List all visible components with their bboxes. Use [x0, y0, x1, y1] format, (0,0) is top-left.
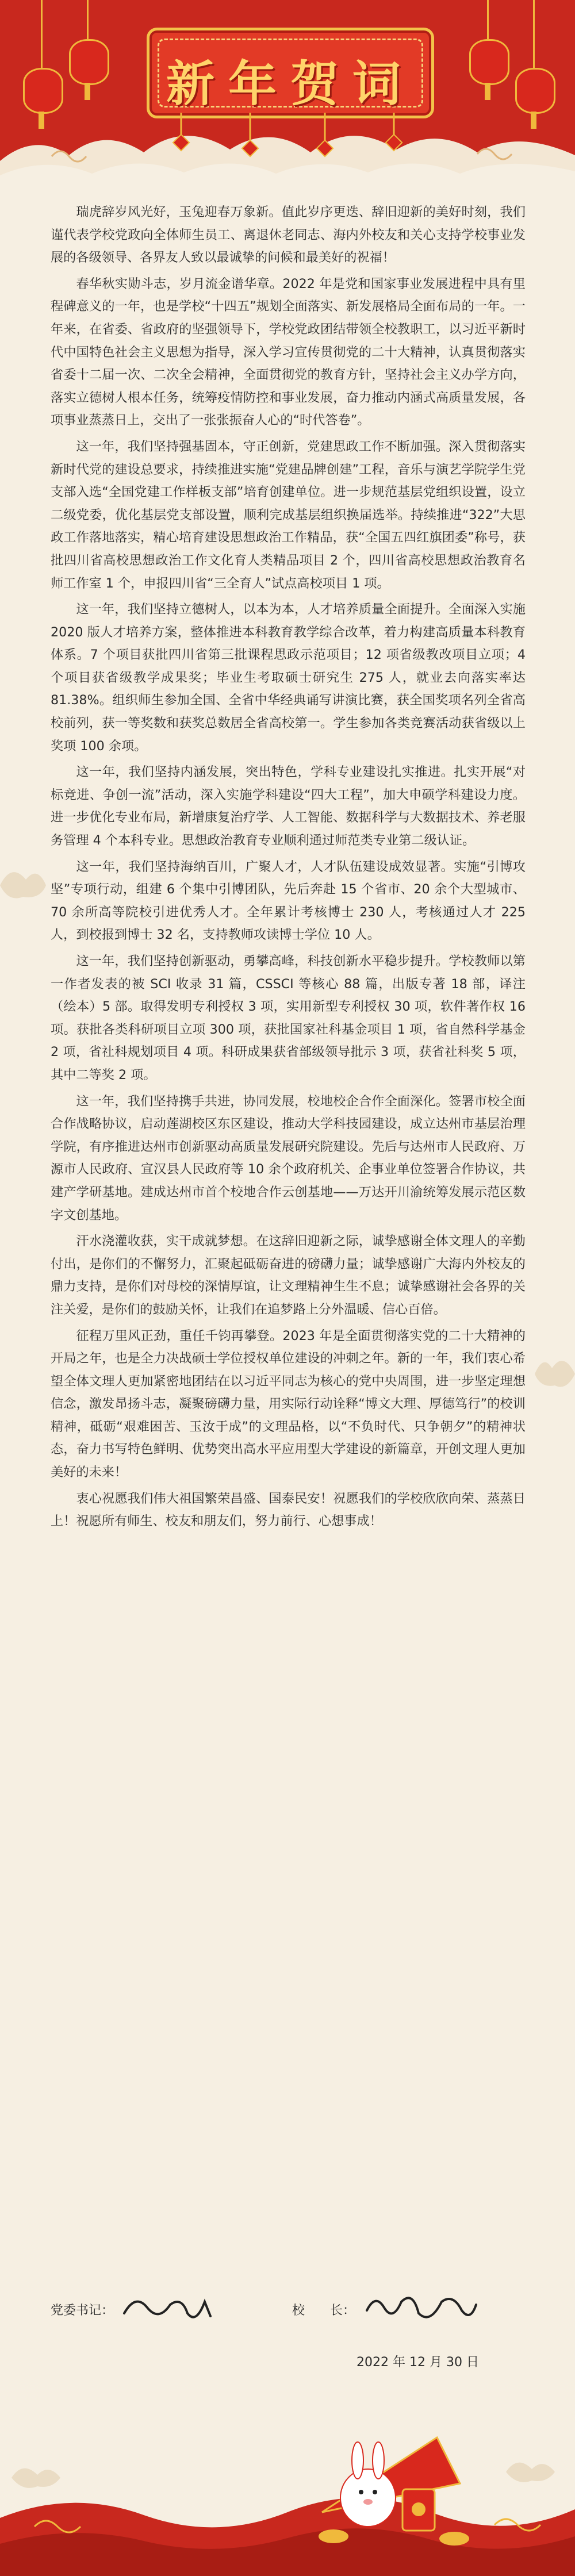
footer-decoration — [0, 2403, 575, 2576]
paragraph: 这一年，我们坚持内涵发展，突出特色，学科专业建设扎实推进。扎实开展“对标竞进、争创一流”活动，深入实施学科建设“四大工程”，加大申硕学科建设力度。进一步优化专业布局，新增康复治疗学、人工智能、数据科学与大数据技术、养老服务管理 4 个本科专业。思想政治教育专业顺利通过师范类专业第二级认证。 — [51, 765, 526, 849]
lantern-icon — [69, 0, 106, 115]
lantern-icon — [515, 0, 552, 149]
paragraph: 春华秋实勋斗志，岁月流金谱华章。2022 年是党和国家事业发展进程中具有里程碑意义的一年，也是学校“十四五”规划全面落实、新发展格局全面布局的一年。一年来，在省委、省政府的坚强领导下，学校党政团结带领全校教职工，以习近平新时代中国特色社会主义思想为指导，深入学习宣传贯彻党的二十大精神，认真贯彻落实省委十二届一次、二次全会精神，全面贯彻党的教育方针，坚持社会主义办学方向，落实立德树人根本任务，统筹疫情防控和事业发展，奋力推动内涵式高质量发展，各项事业蒸蒸日上，交出了一张张振奋人心的“时代答卷”。 — [51, 276, 526, 428]
page-title: 新年贺词 — [166, 55, 415, 112]
paragraph: 衷心祝愿我们伟大祖国繁荣昌盛、国泰民安！祝愿我们的学校欣欣向荣、蒸蒸日上！祝愿所有师生、校友和朋友们，努力前行、心想事成！ — [51, 1491, 526, 1529]
lantern-icon — [23, 0, 60, 149]
cloud-icon — [0, 851, 46, 903]
title-plate — [147, 28, 434, 118]
cloud-icon — [535, 1339, 575, 1391]
letter-date: 2022 年 12 月 30 日 — [356, 2355, 479, 2370]
header-banner — [0, 0, 575, 190]
paragraph: 瑞虎辞岁风光好，玉兔迎春万象新。值此岁序更迭、辞旧迎新的美好时刻，我们谨代表学校党政向全体师生员工、离退休老同志、海内外校友和关心支持学校事业发展的各级领导、各界友人致以最诚挚的问候和最美好的祝福！ — [51, 205, 526, 266]
paragraph: 这一年，我们坚持强基固本，守正创新，党建思政工作不断加强。深入贯彻落实新时代党的建设总要求，持续推进实施“党建品牌创建”工程，音乐与演艺学院学生党支部入选“全国党建工作样板支部”培育创建单位。进一步规范基层党组织设置，设立二级党委，优化基层党支部设置，顺利完成基层组织换届选举。持续推进“322”大思政工作落地落实，精心培育建设思想政治工作精品，获“全国五四红旗团委”称号，获批四川省高校思想政治工作文化育人类精品项目 2 个，四川省高校思想政治教育名师工作室 1 个，申报四川省“三全育人”试点高校项目 1 项。 — [51, 439, 526, 591]
paragraph: 这一年，我们坚持立德树人，以本为本，人才培养质量全面提升。全面深入实施 2020 版人才培养方案，整体推进本科教育教学综合改革，着力构建高质量本科教育体系。7 个项目获批四川省第三批课程思政示范项目；12 项省级教改项目立项；4 个项目获省级教学成果奖；毕业生考取硕士研究生 275 人，就业去向落实率达 81.38%。组织师生参加全国、全省中华经典诵写讲演比赛，获全国奖项名列全省高校前列，获一等奖数和获奖总数居全省高校第一。学生参加各类竞赛活动获省级以上奖项 100 余项。 — [51, 602, 526, 754]
lantern-icon — [469, 0, 506, 115]
paragraph: 这一年，我们坚持携手共进，协同发展，校地校企合作全面深化。签署市校全面合作战略协议，启动莲湖校区东区建设，推动大学科技园建设，成立达州市基层治理学院，有序推进达州市创新驱动高质量发展研究院建设。先后与达州市人民政府、万源市人民政府、宣汉县人民政府等 10 余个政府机关、企事业单位签署合作协议，共建产学研基地。建成达州市首个校地合作云创基地——万达开川渝统筹发展示范区数字文创基地。 — [51, 1093, 526, 1223]
party-secretary-label: 党委书记： — [51, 2304, 114, 2318]
handwritten-signature-icon — [361, 2290, 482, 2327]
knot-tassel-icon — [147, 113, 428, 159]
signature-row — [51, 2295, 526, 2329]
paragraph: 这一年，我们坚持海纳百川，广聚人才，人才队伍建设成效显著。实施“引博攻坚”专项行动，组建 6 个集中引博团队，先后奔赴 15 个省市、20 余个大型城市、70 余所高等院校引进优秀人才。全年累计考核博士 230 人，考核通过人才 225 人，到校报到博士 32 名，支持教师攻读博士学位 10 人。 — [51, 859, 526, 943]
paragraph: 汗水浇灌收获，实干成就梦想。在这辞旧迎新之际，诚挚感谢全体文理人的辛勤付出，是你们的不懈努力，汇聚起砥砺奋进的磅礴力量；诚挚感谢广大海内外校友的鼎力支持，是你们对母校的深情厚谊，让文理精神生生不息；诚挚感谢社会各界的关注关爱，是你们的鼓励关怀，让我们在追梦路上分外温暖、信心百倍。 — [51, 1234, 526, 1317]
president-label: 校 长： — [292, 2304, 356, 2318]
rabbit-lantern-icon — [0, 2403, 575, 2576]
handwritten-signature-icon — [118, 2290, 216, 2327]
paragraph: 这一年，我们坚持创新驱动，勇攀高峰，科技创新水平稳步提升。学校教师以第一作者发表的被 SCI 收录 31 篇，CSSCI 等核心 88 篇，出版专著 18 部，译注（绘本）5 部。取得发明专利授权 3 项，实用新型专利授权 30 项，软件著作权 16 项。获批各类科研项目立项 300 项，获批国家社科基金项目 1 项，省自然科学基金 2 项，省社科规划项目 4 项。科研成果获省部级领导批示 3 项，获省社科奖 5 项，其中二等奖 2 项。 — [51, 954, 526, 1082]
letter-body — [51, 201, 526, 1537]
paragraph: 征程万里风正劲，重任千钧再攀登。2023 年是全面贯彻落实党的二十大精神的开局之年，也是全力决战硕士学位授权单位建设的冲刺之年。新的一年，我们衷心希望全体文理人更加紧密地团结在以习近平同志为核心的党中央周围，进一步坚定理想信念，激发昂扬斗志，凝聚磅礴力量，用实际行动诠释“博文大理、厚德笃行”的校训精神，砥砺“艰难困苦、玉汝于成”的文理品格，以“不负时代、只争朝夕”的精神状态，奋力书写特色鲜明、优势突出高水平应用型大学建设的新篇章，开创文理人更加美好的未来！ — [51, 1328, 526, 1480]
